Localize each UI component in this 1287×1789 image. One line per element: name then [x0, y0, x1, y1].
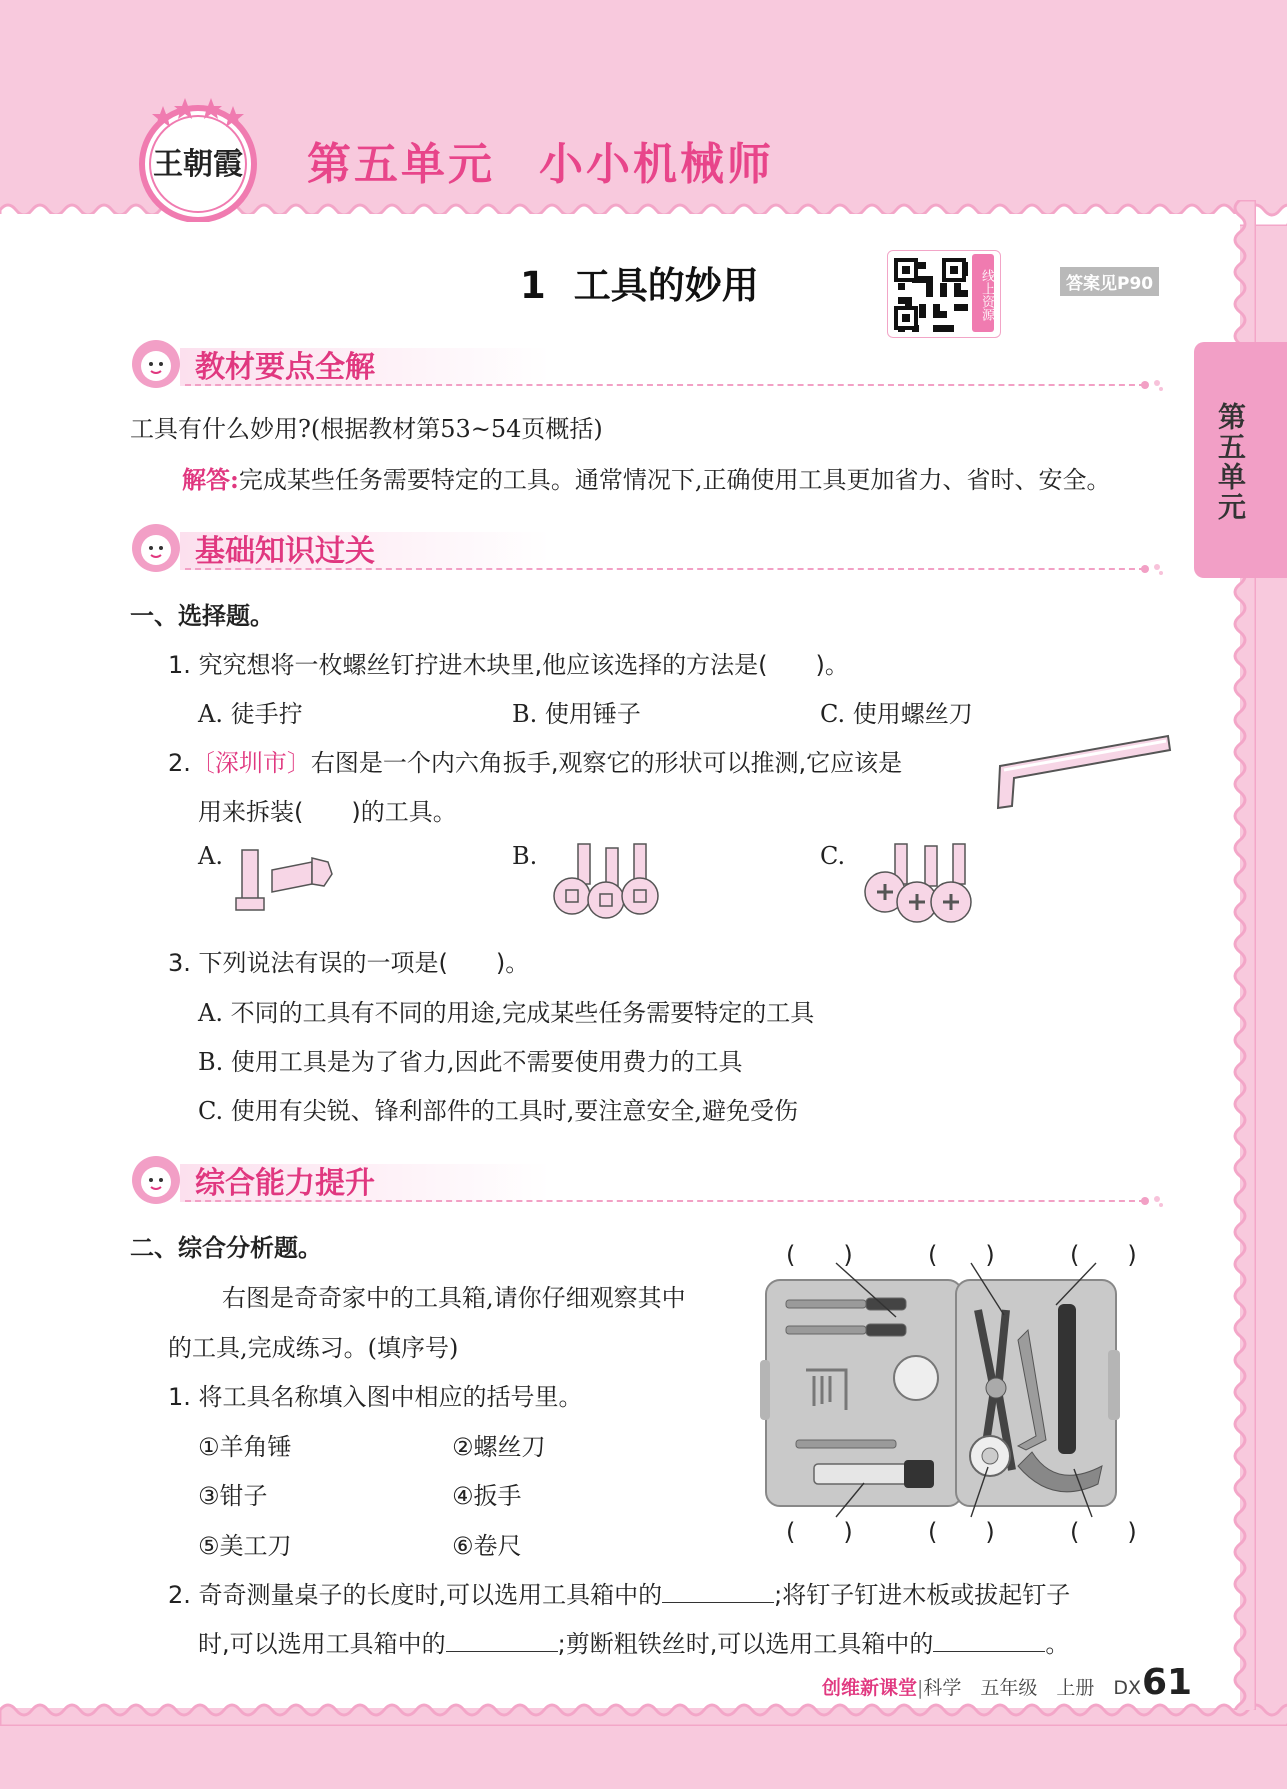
- hex-key-picture: [990, 728, 1175, 816]
- lesson-number: 1: [520, 264, 546, 307]
- q3-option-a: A. 不同的工具有不同的用途,完成某些任务需要特定的工具: [198, 999, 815, 1027]
- section-label: 基础知识过关: [195, 534, 375, 569]
- q2-number: 2.: [168, 749, 191, 777]
- part2-heading: 二、综合分析题。: [130, 1234, 322, 1262]
- key-answer: [182, 460, 1111, 495]
- q2-stem-line1: [168, 743, 902, 778]
- section-label: 教材要点全解: [195, 350, 375, 385]
- section-comprehensive: [130, 1154, 1165, 1204]
- label-paren-top-2: ( ): [928, 1241, 995, 1269]
- lesson-name: 工具的妙用: [573, 264, 759, 307]
- label-paren-bottom-2: ( ): [928, 1518, 995, 1546]
- label-paren-top-3: ( ): [1070, 1241, 1137, 1269]
- q1-option-b: B. 使用锤子: [512, 700, 641, 728]
- q2-option-a: A.: [198, 842, 223, 870]
- q2-stem-line2: 用来拆装( )的工具。: [198, 798, 457, 826]
- q2-option-b: B.: [512, 842, 538, 870]
- part2-q2-line2: [198, 1624, 1069, 1659]
- label-paren-top-1: ( ): [786, 1241, 853, 1269]
- answer-text: 完成某些任务需要特定的工具。通常情况下,正确使用工具更加省力、省时、安全。: [238, 466, 1111, 494]
- leader-lines: [756, 1245, 1122, 1535]
- q2-text-2: ;将钉子钉进木板或拔起钉子: [774, 1581, 1071, 1609]
- part1-heading: 一、选择题。: [130, 602, 274, 630]
- option-1: ①羊角锤: [198, 1433, 292, 1461]
- side-tab-label: 第五单元: [1214, 402, 1247, 522]
- unit-number: 第五单元: [307, 139, 495, 190]
- label-paren-bottom-1: ( ): [786, 1518, 853, 1546]
- option-2: ②螺丝刀: [452, 1433, 546, 1461]
- qr-code-box[interactable]: [887, 250, 1001, 338]
- section-label: 综合能力提升: [195, 1166, 375, 1201]
- qr-label: 线上资源: [972, 254, 994, 332]
- answer-reference: 答案见P90: [1060, 267, 1159, 296]
- phillips-screws-picture: [855, 840, 980, 925]
- answer-label: 解答:: [182, 465, 239, 494]
- side-unit-tab: [1194, 342, 1287, 578]
- option-4: ④扳手: [452, 1482, 522, 1510]
- hex-bolt-picture: [232, 840, 342, 920]
- logo-text: 王朝霞: [153, 148, 243, 181]
- brand-separator: |: [917, 1677, 924, 1699]
- unit-header: [307, 128, 774, 192]
- answer-blank-1[interactable]: [662, 1582, 774, 1603]
- mascot-icon: [130, 338, 182, 390]
- q2-text-3: 时,可以选用工具箱中的: [198, 1630, 446, 1658]
- answer-blank-3[interactable]: [933, 1631, 1045, 1652]
- hex-socket-screws-picture: [548, 840, 666, 920]
- q1-stem: 1. 究究想将一枚螺丝钉拧进木块里,他应该选择的方法是( )。: [168, 651, 849, 679]
- q2-text-5: 。: [1045, 1630, 1070, 1658]
- brand-name: 创维新课堂: [822, 1677, 918, 1699]
- decor-dots-icon: [1139, 1194, 1165, 1208]
- bottom-wave-border: [0, 1696, 1287, 1726]
- section-basics: [130, 522, 1165, 572]
- footer-brand: [822, 1673, 1141, 1700]
- answer-blank-2[interactable]: [446, 1631, 558, 1652]
- qr-code-icon: [894, 258, 968, 332]
- option-5: ⑤美工刀: [198, 1532, 292, 1560]
- q3-option-c: C. 使用有尖锐、锋利部件的工具时,要注意安全,避免受伤: [198, 1097, 799, 1125]
- q2-text-1: 2. 奇奇测量桌子的长度时,可以选用工具箱中的: [168, 1581, 663, 1609]
- part2-intro-line1: 右图是奇奇家中的工具箱,请你仔细观察其中: [222, 1284, 686, 1312]
- mascot-icon: [130, 522, 182, 574]
- decor-dots-icon: [1139, 378, 1165, 392]
- q3-option-b: B. 使用工具是为了省力,因此不需要使用费力的工具: [198, 1048, 743, 1076]
- part2-q1: 1. 将工具名称填入图中相应的括号里。: [168, 1383, 583, 1411]
- q2-option-c: C.: [820, 842, 846, 870]
- key-question: 工具有什么妙用?(根据教材第53~54页概括): [130, 415, 603, 443]
- option-6: ⑥卷尺: [452, 1532, 522, 1560]
- part2-intro-line2: 的工具,完成练习。(填序号): [168, 1334, 459, 1362]
- book-info: 科学 五年级 上册 DX: [923, 1677, 1142, 1699]
- option-3: ③钳子: [198, 1482, 268, 1510]
- q3-stem: 3. 下列说法有误的一项是( )。: [168, 949, 530, 977]
- decor-dots-icon: [1139, 562, 1165, 576]
- section-key-points: [130, 338, 1165, 388]
- mascot-icon: [130, 1154, 182, 1206]
- region-tag: 〔深圳市〕: [190, 749, 311, 777]
- label-paren-bottom-3: ( ): [1070, 1518, 1137, 1546]
- q2-text-4: ;剪断粗铁丝时,可以选用工具箱中的: [557, 1630, 934, 1658]
- lesson-title: [520, 255, 759, 309]
- q2-stem-text: 右图是一个内六角扳手,观察它的形状可以推测,它应该是: [310, 749, 903, 777]
- page-number: 61: [1142, 1662, 1193, 1703]
- part2-q2-line1: [168, 1575, 1070, 1610]
- publisher-logo: [133, 92, 263, 222]
- unit-title: 小小机械师: [539, 139, 774, 190]
- q1-option-a: A. 徒手拧: [198, 700, 303, 728]
- q1-option-c: C. 使用螺丝刀: [820, 700, 973, 728]
